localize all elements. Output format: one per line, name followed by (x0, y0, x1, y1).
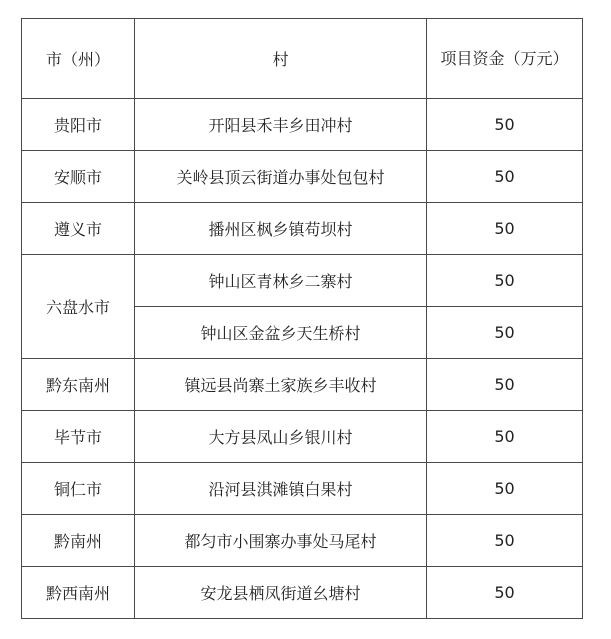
cell-fund: 50 (427, 307, 583, 359)
funds-table (21, 18, 583, 619)
table-row (22, 99, 583, 151)
cell-fund: 50 (427, 359, 583, 411)
cell-village: 钟山区金盆乡天生桥村 (135, 307, 427, 359)
table-row (22, 359, 583, 411)
cell-city: 黔西南州 (22, 567, 135, 619)
cell-city-merged: 六盘水市 (22, 255, 135, 359)
table-header-row (22, 19, 583, 99)
cell-city: 贵阳市 (22, 99, 135, 151)
table-row (22, 255, 583, 307)
table-row (22, 203, 583, 255)
cell-fund: 50 (427, 151, 583, 203)
cell-village: 播州区枫乡镇苟坝村 (135, 203, 427, 255)
cell-city: 黔南州 (22, 515, 135, 567)
cell-fund: 50 (427, 203, 583, 255)
cell-city: 毕节市 (22, 411, 135, 463)
table-row (22, 411, 583, 463)
cell-fund: 50 (427, 463, 583, 515)
cell-village: 沿河县淇滩镇白果村 (135, 463, 427, 515)
cell-city: 黔东南州 (22, 359, 135, 411)
cell-city: 安顺市 (22, 151, 135, 203)
table-row (22, 515, 583, 567)
table-row (22, 567, 583, 619)
cell-fund: 50 (427, 515, 583, 567)
header-fund-label: 项目资金（万元） (440, 48, 569, 68)
cell-village: 开阳县禾丰乡田冲村 (135, 99, 427, 151)
cell-village: 镇远县尚寨土家族乡丰收村 (135, 359, 427, 411)
cell-village: 关岭县顶云街道办事处包包村 (135, 151, 427, 203)
cell-fund: 50 (427, 99, 583, 151)
cell-city: 铜仁市 (22, 463, 135, 515)
cell-fund: 50 (427, 567, 583, 619)
cell-village: 都匀市小围寨办事处马尾村 (135, 515, 427, 567)
table-row (22, 151, 583, 203)
cell-city: 遵义市 (22, 203, 135, 255)
header-village: 村 (135, 19, 427, 99)
cell-village: 大方县凤山乡银川村 (135, 411, 427, 463)
cell-fund: 50 (427, 411, 583, 463)
cell-village: 钟山区青林乡二寨村 (135, 255, 427, 307)
header-fund (427, 19, 583, 99)
cell-village: 安龙县栖凤街道幺塘村 (135, 567, 427, 619)
cell-fund: 50 (427, 255, 583, 307)
table-row (22, 463, 583, 515)
header-city: 市（州） (22, 19, 135, 99)
